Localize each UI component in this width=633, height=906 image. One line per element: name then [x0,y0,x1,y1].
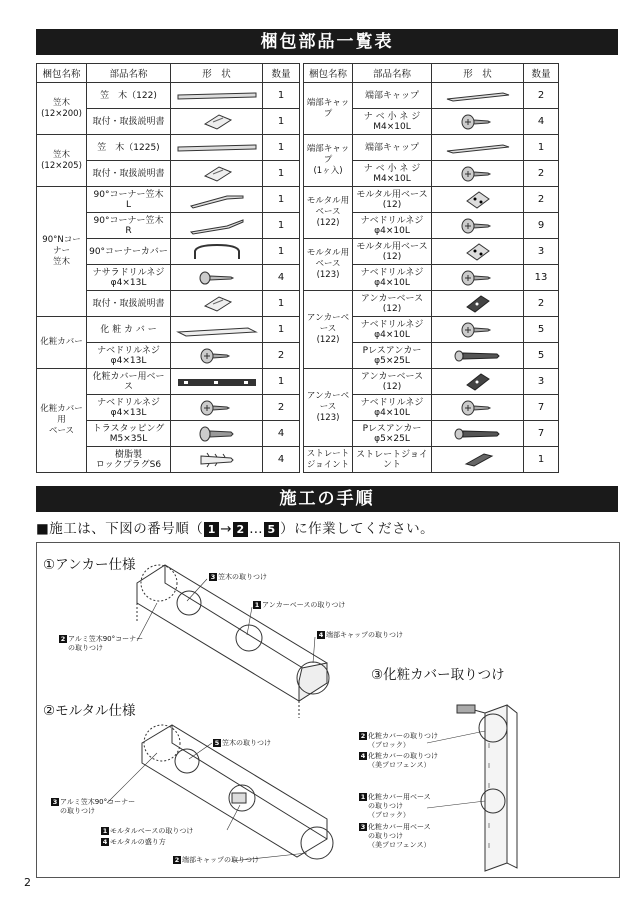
screw-pan-icon [171,343,263,369]
procedure-title: 施工の手順 [279,489,375,509]
s3-label-1-number: 2 [360,732,366,740]
package-group-name: アンカーベース (122) [304,291,353,369]
part-name: 樹脂製 ロックプラグS6 [87,447,171,473]
s3-label-2-number: 4 [360,752,366,760]
corner-l-icon [171,187,263,213]
table-row [304,239,559,265]
s2-label-4 [101,838,166,847]
part-name: 取付・取扱説明書 [87,291,171,317]
part-quantity: 3 [524,369,559,395]
part-quantity: 7 [524,421,559,447]
part-quantity: 7 [524,395,559,421]
step-number-1: 1 [204,522,219,537]
part-name: トラスタッピング M5×35L [87,421,171,447]
manual-icon [171,291,263,317]
s3-label-1-text: 化粧カバーの取りつけ （ブロック） [368,732,438,749]
table-row [304,83,559,109]
s1-label-1-number: 3 [210,573,216,581]
s2-label-1-text: 笠木の取りつけ [222,739,271,747]
part-name: ナベドリルネジ φ4×10L [353,213,432,239]
part-name: Pレスアンカー φ5×25L [353,343,432,369]
screw-pan-icon [171,395,263,421]
cap-icon [432,135,524,161]
part-quantity: 4 [263,447,300,473]
package-group-name: モルタル用 ベース (123) [304,239,353,291]
s2-label-4-number: 4 [102,838,108,846]
kasagi-icon [171,83,263,109]
screw-pan-icon [432,395,524,421]
table-row [304,369,559,395]
s1-label-3-number: 4 [318,631,324,639]
part-name: 端部キャップ [353,135,432,161]
part-name: 90°コーナー笠木 L [87,187,171,213]
part-name: Pレスアンカー φ5×25L [353,421,432,447]
part-name: ナベドリルネジ φ4×10L [353,317,432,343]
part-name: 笠 木（122) [87,83,171,109]
table-row [304,447,559,473]
s2-label-5 [173,856,259,865]
table-row [37,369,300,395]
s2-label-3 [101,827,193,836]
corner-r-icon [171,213,263,239]
part-name: ナベドリルネジ φ4×10L [353,395,432,421]
col-header-part: 部品名称 [87,64,171,83]
part-name: アンカーベース (12) [353,369,432,395]
part-quantity: 4 [263,421,300,447]
corner-cover-icon [171,239,263,265]
part-quantity: 2 [524,291,559,317]
page-number: 2 [24,876,31,889]
part-quantity: 5 [524,317,559,343]
left-parts-table [36,63,300,473]
part-quantity: 1 [263,239,300,265]
s2-label-5-number: 2 [174,856,180,864]
table-row [37,135,300,161]
part-quantity: 2 [524,187,559,213]
part-quantity: 1 [263,369,300,395]
part-quantity: 1 [263,213,300,239]
intro-arrow: → [220,521,233,537]
part-name: 端部キャップ [353,83,432,109]
base-long-icon [171,369,263,395]
col-header-qty: 数量 [263,64,300,83]
intro-dots: … [249,521,264,537]
s3-label-1 [359,732,438,750]
s2-label-2-number: 3 [52,798,58,806]
s3-label-4-number: 3 [360,823,366,831]
section-2-title: ②モルタル仕様 [43,703,136,719]
part-name: ストレートジョイント [353,447,432,473]
part-name: 90°コーナー笠木 R [87,213,171,239]
part-quantity: 1 [524,447,559,473]
part-name: ナベドリルネジ φ4×10L [353,265,432,291]
plate-icon [432,239,524,265]
s2-label-4-text: モルタルの盛り方 [110,838,166,846]
s2-label-3-text: モルタルベースの取りつけ [110,827,194,835]
part-quantity: 1 [263,187,300,213]
col-header-part: 部品名称 [353,64,432,83]
part-quantity: 2 [263,343,300,369]
anchor-screw-icon [432,421,524,447]
part-quantity: 2 [263,395,300,421]
anchor-icon [432,291,524,317]
table-row [37,83,300,109]
table-row [304,291,559,317]
s1-label-4 [59,635,143,653]
s2-label-1-number: 5 [214,739,220,747]
col-header-qty: 数量 [524,64,559,83]
s1-label-1-text: 笠木の取りつけ [218,573,267,581]
table-row [37,187,300,213]
kasagi-icon [171,135,263,161]
installation-diagram [36,542,620,878]
s2-label-2 [51,798,135,816]
s1-label-1 [209,573,267,582]
part-name: モルタル用ベース (12) [353,187,432,213]
part-quantity: 2 [524,161,559,187]
plug-icon [171,447,263,473]
part-name: ナベドリルネジ φ4×13L [87,343,171,369]
cap-icon [432,83,524,109]
table-row [304,135,559,161]
part-quantity: 3 [524,239,559,265]
part-quantity: 2 [524,83,559,109]
part-quantity: 4 [263,265,300,291]
package-group-name: 化粧カバー用 ベース [37,369,87,473]
cover-icon [171,317,263,343]
screw-pan-icon [432,265,524,291]
part-quantity: 5 [524,343,559,369]
col-header-group: 梱包名称 [304,64,353,83]
table-row [304,187,559,213]
screw-pan-icon [432,161,524,187]
procedure-intro [36,517,434,537]
package-group-name: 化粧カバー [37,317,87,369]
plate-icon [432,187,524,213]
manual-icon [171,109,263,135]
s3-label-3-number: 1 [360,793,366,801]
screw-pan-icon [432,317,524,343]
part-name: ナベドリルネジ φ4×13L [87,395,171,421]
truss-icon [171,421,263,447]
package-group-name: モルタル用 ベース (122) [304,187,353,239]
part-name: ナ ベ 小 ネ ジ M4×10L [353,161,432,187]
screw-icon [171,265,263,291]
package-group-name: 端部キャップ [304,83,353,135]
s3-label-4 [359,823,431,850]
s2-label-5-text: 端部キャップの取りつけ [182,856,259,864]
parts-list-title-bar [36,29,618,55]
part-quantity: 1 [263,135,300,161]
step-number-5: 5 [264,522,279,537]
section-1-title: ①アンカー仕様 [43,557,136,573]
s1-label-4-number: 2 [60,635,66,643]
col-header-group: 梱包名称 [37,64,87,83]
s1-label-3 [317,631,403,640]
s1-label-3-text: 端部キャップの取りつけ [326,631,403,639]
manual-icon [171,161,263,187]
part-name: モルタル用ベース (12) [353,239,432,265]
intro-text-post: ）に作業してください。 [280,521,435,537]
parts-list-title: 梱包部品一覧表 [260,32,394,52]
part-quantity: 1 [263,291,300,317]
package-group-name: 90°Nコーナー 笠木 [37,187,87,317]
s1-label-4-text: アルミ笠木90°コーナー の取りつけ [68,635,144,652]
anchor-screw-icon [432,343,524,369]
s2-label-2-text: アルミ笠木90°コーナー の取りつけ [60,798,136,815]
part-name: 取付・取扱説明書 [87,161,171,187]
part-quantity: 1 [263,109,300,135]
section-3-title: ③化粧カバー取りつけ [371,667,505,683]
part-name: 90°コーナーカバー [87,239,171,265]
part-name: ナサラドリルネジ φ4×13L [87,265,171,291]
col-header-shape: 形 状 [432,64,524,83]
part-name: 取付・取扱説明書 [87,109,171,135]
intro-text-pre: ■施工は、下図の番号順（ [36,521,204,537]
part-quantity: 9 [524,213,559,239]
s1-label-2 [253,601,345,610]
part-name: 化粧カバー用ベース [87,369,171,395]
part-quantity: 1 [263,317,300,343]
part-quantity: 4 [524,109,559,135]
right-parts-table [303,63,559,473]
joint-icon [432,447,524,473]
package-group-name: アンカーベース (123) [304,369,353,447]
s3-label-2 [359,752,438,770]
screw-pan-icon [432,213,524,239]
package-group-name: 笠木 (12×205) [37,135,87,187]
procedure-title-bar [36,486,618,512]
part-quantity: 1 [263,83,300,109]
s2-label-1 [213,739,271,748]
s3-label-2-text: 化粧カバーの取りつけ （美プロフェンス） [368,752,438,769]
part-name: アンカーベース (12) [353,291,432,317]
part-quantity: 13 [524,265,559,291]
col-header-shape: 形 状 [171,64,263,83]
s1-label-2-number: 1 [254,601,260,609]
package-group-name: 笠木 (12×200) [37,83,87,135]
package-group-name: ストレート ジョイント [304,447,353,473]
s3-label-4-text: 化粧カバー用ベース の取りつけ （美プロフェンス） [368,823,431,849]
table-row [37,317,300,343]
s3-label-3-text: 化粧カバー用ベース の取りつけ （ブロック） [368,793,431,819]
step-number-2: 2 [233,522,248,537]
s2-label-3-number: 1 [102,827,108,835]
part-name: ナ ベ 小 ネ ジ M4×10L [353,109,432,135]
screw-pan-icon [432,109,524,135]
anchor-icon [432,369,524,395]
s1-label-2-text: アンカーベースの取りつけ [262,601,346,609]
s3-label-3 [359,793,431,820]
part-name: 笠 木（1225) [87,135,171,161]
package-group-name: 端部キャップ (1ヶ入) [304,135,353,187]
part-name: 化 粧 カ バ ー [87,317,171,343]
part-quantity: 1 [524,135,559,161]
part-quantity: 1 [263,161,300,187]
